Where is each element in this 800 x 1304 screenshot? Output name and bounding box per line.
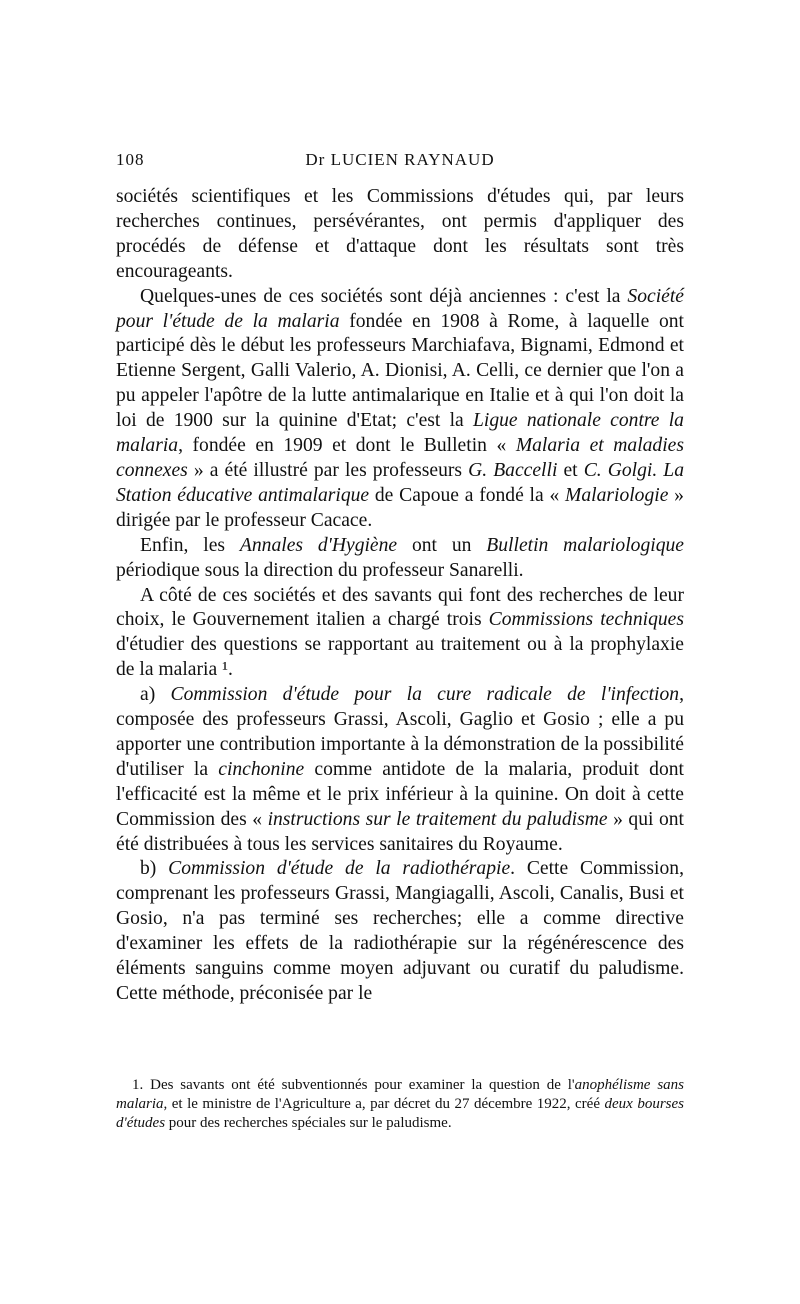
paragraph <box>116 185 684 285</box>
italic-text: G. Baccelli <box>468 459 558 481</box>
italic-text: anophélisme sans malaria <box>116 1077 684 1112</box>
italic-text: cinchonine <box>218 758 305 780</box>
italic-text: Bulletin malariologique <box>486 534 684 556</box>
italic-text: Malariologie <box>565 484 669 506</box>
text-run: d'étudier des questions se rapportant au traitement ou à la prophylaxie de la malaria ¹. <box>116 634 684 681</box>
italic-text: Ligue nationale contre la malaria <box>116 410 684 457</box>
footnotes <box>116 1076 684 1133</box>
text-run: A côté de ces sociétés et des savants qui font des recherches de leur choix, le Gouvernement italien a chargé trois <box>116 584 684 631</box>
text-run: de Capoue a fondé la « <box>369 484 566 506</box>
text-run: comme antidote de la malaria, produit dont l'efficacité est la même et le prix inférieur à la quinine. On doit à cette Commission des « <box>116 758 684 830</box>
text-run: et <box>557 459 584 481</box>
text-run: , et le ministre de l'Agriculture a, par décret du 27 décembre 1922, créé <box>163 1096 605 1112</box>
text-run: , fondée en 1909 et dont le Bulletin « <box>178 435 516 457</box>
text-run: ont un <box>397 534 487 556</box>
text-run: » dirigée par le professeur Cacace. <box>116 484 684 531</box>
running-title: Dr LUCIEN RAYNAUD <box>305 150 495 169</box>
text-run: » qui ont été distribuées à tous les services sanitaires du Royaume. <box>116 808 684 855</box>
italic-text: Commissions techniques <box>488 609 684 631</box>
paragraph <box>116 683 684 857</box>
italic-text: Société pour l'étude de la malaria <box>116 285 684 332</box>
paragraph <box>116 285 684 534</box>
text-run: » a été illustré par les professeurs <box>187 459 469 481</box>
paragraph <box>116 534 684 584</box>
italic-text: Malaria et maladies connexes <box>116 435 684 481</box>
text-run: 1. Des savants ont été subventionnés pour examiner la question de l' <box>132 1077 575 1093</box>
footnote <box>116 1076 684 1133</box>
italic-text: deux bourses d'études <box>116 1096 684 1131</box>
paragraph <box>116 857 684 1006</box>
text-run: Quelques-unes de ces sociétés sont déjà anciennes : c'est la <box>140 285 628 307</box>
body-text <box>116 185 684 1007</box>
running-header <box>116 150 684 174</box>
text-run: sociétés scientifiques et les Commissions d'études qui, par leurs recherches continues, persévérantes, ont permis d'appliquer des procédés de défense et d'attaque dont les résultats sont très encourageants. <box>116 186 684 282</box>
italic-text: instructions sur le traitement du paludisme <box>267 808 608 830</box>
text-run: , composée des professeurs Grassi, Ascoli, Gaglio et Gosio ; elle a pu apporter une contribution importante à la démonstration de la possibilité d'utiliser la <box>116 684 684 780</box>
italic-text: Annales d'Hygiène <box>239 534 398 556</box>
text-run: périodique sous la direction du professeur Sanarelli. <box>116 559 524 581</box>
italic-text: Commission d'étude de la radiothérapie <box>168 858 511 880</box>
italic-text: Commission d'étude pour la cure radicale de l'infection <box>170 684 680 706</box>
text-run: pour des recherches spéciales sur le paludisme. <box>165 1115 452 1131</box>
text-run: a) <box>140 684 171 706</box>
paragraph <box>116 584 684 684</box>
text-run: fondée en 1908 à Rome, à laquelle ont participé dès le début les professeurs Marchiafava, Bignami, Edmond et Etienne Sergent, Galli Valerio, A. Dionisi, A. Celli, ce dernier que l'on a pu appeler l'apôtre de la lutte antimalarique en Italie et à qui l'on doit la loi de 1900 sur la quinine d'Etat; c'est la <box>116 310 684 432</box>
page-number: 108 <box>116 150 145 169</box>
text-run: Enfin, les <box>140 534 240 556</box>
text-run: b) <box>140 858 169 880</box>
italic-text: C. Golgi. La Station éducative antimalarique <box>116 459 685 506</box>
text-run: . Cette Commission, comprenant les professeurs Grassi, Mangiagalli, Ascoli, Canalis, Busi et Gosio, n'a pas terminé ses recherches; elle a comme directive d'examiner les effets de la radiothérapie sur la régénérescence des éléments sanguins comme moyen adjuvant ou curatif du paludisme. Cette méthode, préconisée par le <box>116 858 684 1004</box>
